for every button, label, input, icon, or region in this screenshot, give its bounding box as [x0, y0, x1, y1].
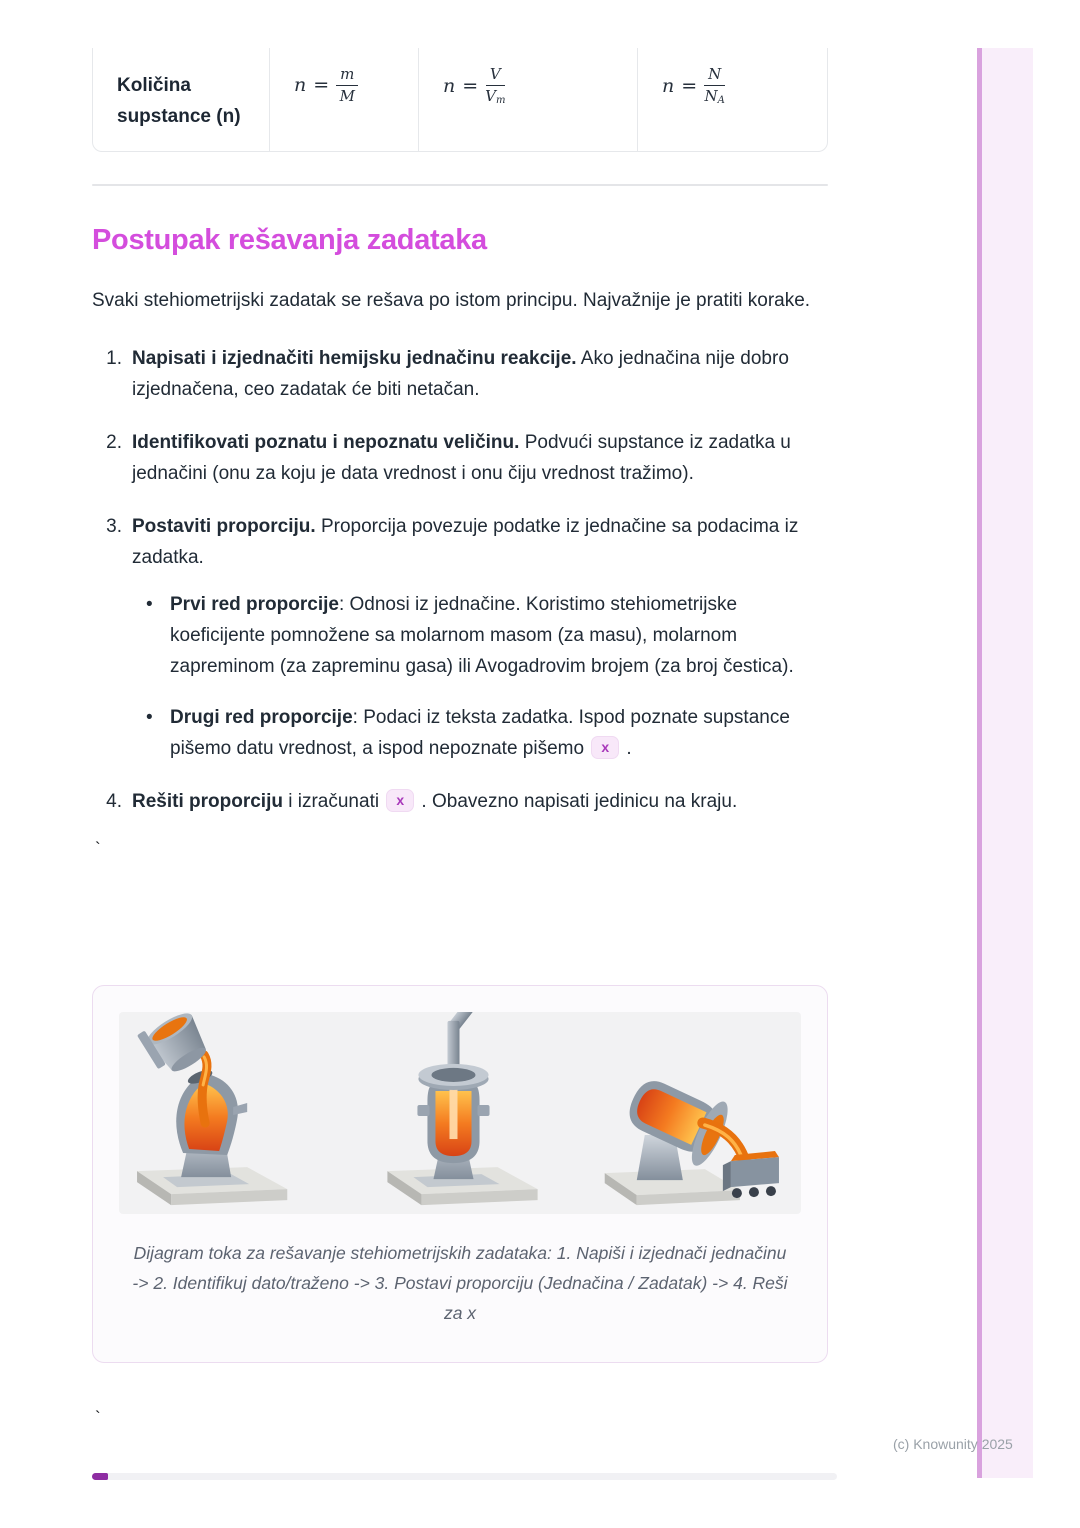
list-item-step-3 — [92, 511, 828, 764]
table-row-header: Količina supstance (n) — [93, 48, 270, 151]
right-sidebar-strip — [977, 48, 1033, 1478]
progress-fill — [92, 1473, 108, 1480]
section-heading: Postupak rešavanja zadataka — [92, 224, 487, 256]
step-text: Identifikovati poznatu i nepoznatu veličinu. Podvući supstance iz zadatka u jednačini (onu za koju je data vrednost i onu čiju vrednost tražimo). — [132, 432, 791, 484]
bullet-dot: • — [146, 707, 153, 728]
ladle-pouring-into-converter — [137, 1012, 287, 1205]
sub-bullet-list — [146, 589, 828, 764]
inline-code-x-badge: x — [386, 789, 414, 812]
formula-n-m-M: n = $\frac{m}{M}$ — [294, 66, 358, 103]
stray-backtick: ` — [95, 1408, 101, 1427]
figure-caption: Dijagram toka za rešavanje stehiometrijskih zadataka: 1. Napiši i izjednači jednačinu -> 2. Identifikuj dato/traženo -> 3. Postavi proporciju (Jednačina / Zadatak) -> 4. Reši za x — [132, 1243, 788, 1323]
formula-cell-particles — [638, 48, 827, 151]
list-item-bullet-2 — [146, 702, 828, 764]
step-text: Postaviti proporciju. Proporcija povezuje podatke iz jednačine sa podacima iz zadatka. • Prvi red proporcije: Odnosi iz jednačine. Koristimo stehiometrijske koeficijente pomnožene sa molarnom masom (za masu), molarnom zapreminom (za zapreminu gasa) ili Avogadrovim brojem (za broj čestica). • Drugi red proporcije: Podaci iz teksta zadatka. Ispod poznate supstance pišemo datu vrednost, a ispod nepoznate pišemo x . — [132, 511, 828, 764]
step-number: 4. — [106, 791, 122, 812]
converter-with-top-lance — [387, 1012, 537, 1205]
formula-n-V-Vm: n = $\frac{V}{V_m}$ — [443, 65, 506, 106]
step-text: Rešiti proporciju i izračunati x . Obavezno napisati jedinicu na kraju. — [132, 791, 738, 812]
step-number: 3. — [106, 516, 122, 537]
formula-n-N-NA: n = $\frac{N}{N_A}$ — [662, 65, 725, 106]
converter-pouring-into-cart — [605, 1066, 779, 1205]
document-content — [92, 0, 828, 1427]
list-item-step-1 — [92, 343, 828, 405]
steps-list — [92, 343, 828, 817]
figure-card — [92, 985, 828, 1363]
list-item-step-2 — [92, 427, 828, 489]
stray-backtick: ` — [95, 839, 101, 858]
step-text: Napisati i izjednačiti hemijsku jednačinu reakcije. Ako jednačina nije dobro izjednačena, ceo zadatak će biti netačan. — [132, 348, 789, 400]
list-item-bullet-1 — [146, 589, 828, 682]
list-item-step-4 — [92, 786, 828, 817]
converter-process-illustration — [119, 1012, 801, 1214]
section-divider — [92, 184, 828, 186]
formula-cell-mass — [270, 48, 419, 151]
intro-paragraph: Svaki stehiometrijski zadatak se rešava po istom principu. Najvažnije je pratiti korake. — [92, 290, 811, 311]
bullet-text: Prvi red proporcije: Odnosi iz jednačine. Koristimo stehiometrijske koeficijente pomnožene sa molarnom masom (za masu), molarnom zapreminom (za zapreminu gasa) ili Avogadrovim brojem (za broj čestica). — [170, 594, 794, 677]
step-number: 2. — [106, 432, 122, 453]
bullet-dot: • — [146, 594, 153, 615]
inline-code-x-badge: x — [591, 736, 619, 759]
step-number: 1. — [106, 348, 122, 369]
progress-track — [92, 1473, 837, 1480]
copyright-text: (c) Knowunity 2025 — [893, 1436, 1013, 1452]
formula-cell-volume — [419, 48, 638, 151]
quantities-table — [92, 48, 828, 152]
bullet-text: Drugi red proporcije: Podaci iz teksta zadatka. Ispod poznate supstance pišemo datu vrednost, a ispod nepoznate pišemo x . — [170, 707, 790, 759]
